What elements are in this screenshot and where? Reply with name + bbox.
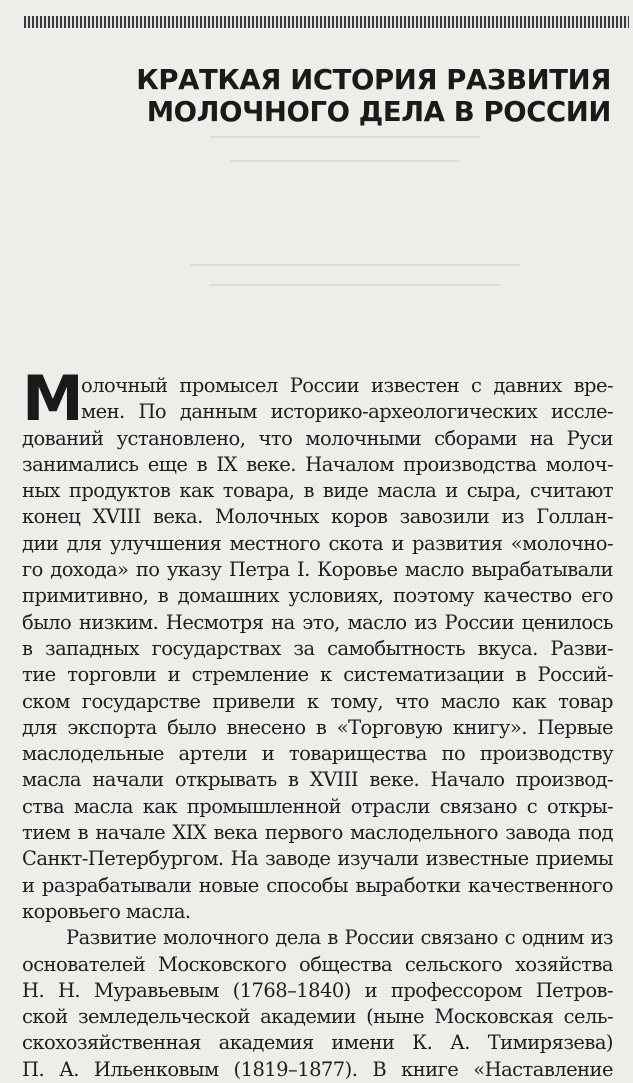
body-text	[22, 362, 613, 1083]
text-line: ных продуктов как товара, в виде масла и сыра, считают	[22, 479, 613, 503]
top-decorative-band	[24, 16, 629, 28]
drop-cap: М	[22, 362, 84, 435]
text-line: основателей Московского общества сельского хозяйства	[22, 952, 613, 976]
text-line: в западных государствах за самобытность вкуса. Разви-	[22, 636, 613, 660]
text-line: масла начали открывать в XVIII веке. Начало производ-	[22, 768, 613, 792]
text-line: маслодельные артели и товарищества по производству	[22, 742, 613, 766]
text-line: мен. По данным историко-археологических иссле-	[81, 400, 613, 424]
bleed-through-mark	[190, 264, 520, 266]
text-line: было низким. Несмотря на это, масло из России ценилось	[22, 610, 613, 634]
bleed-through-mark	[210, 136, 480, 138]
text-line: для экспорта было внесено в «Торговую книгу». Первые	[22, 715, 613, 739]
chapter-title-line-1: КРАТКАЯ ИСТОРИЯ РАЗВИТИЯ	[136, 64, 611, 96]
text-line: тие торговли и стремление к систематизации в Россий-	[22, 663, 613, 687]
text-line: Развитие молочного дела в России связано с одним из	[66, 926, 613, 950]
chapter-title-line-2: МОЛОЧНОГО ДЕЛА В РОССИИ	[146, 96, 611, 128]
chapter-title	[91, 64, 611, 128]
bleed-through-mark	[230, 160, 460, 162]
text-line: и разрабатывали новые способы выработки качественного	[22, 873, 613, 897]
text-line: ском государстве привели к тому, что масло как товар	[22, 689, 613, 713]
text-line: ства масла как промышленной отрасли связано с откры-	[22, 794, 613, 818]
bleed-through-mark	[210, 284, 500, 286]
text-line: скохозяйственная академия имени К. А. Тимирязева)	[22, 1031, 613, 1055]
text-line: Санкт-Петербургом. На заводе изучали известные приемы	[22, 847, 613, 871]
text-line: тием в начале XIX века первого маслодельного завода под	[22, 821, 613, 845]
text-line: Н. Н. Муравьевым (1768–1840) и профессором Петров-	[22, 978, 613, 1002]
text-line: олочный промысел России известен с давних вре-	[81, 374, 613, 397]
text-line: занимались еще в IX веке. Началом производства молоч-	[22, 452, 613, 476]
text-line: П. А. Ильенковым (1819–1877). В книге «Наставление	[22, 1057, 613, 1081]
text-line: ской земледельческой академии (ныне Московская сель-	[22, 1005, 613, 1029]
text-line: го дохода» по указу Петра I. Коровье масло вырабатывали	[22, 558, 613, 582]
text-line: конец XVIII века. Молочных коров завозили из Голлан-	[22, 505, 613, 529]
text-line: коровьего масла.	[22, 899, 191, 923]
text-line: дии для улучшения местного скота и развития «молочно-	[22, 531, 613, 555]
text-line: примитивно, в домашних условиях, поэтому качество его	[22, 584, 613, 608]
text-line: дований установлено, что молочными сборами на Руси	[22, 426, 613, 450]
